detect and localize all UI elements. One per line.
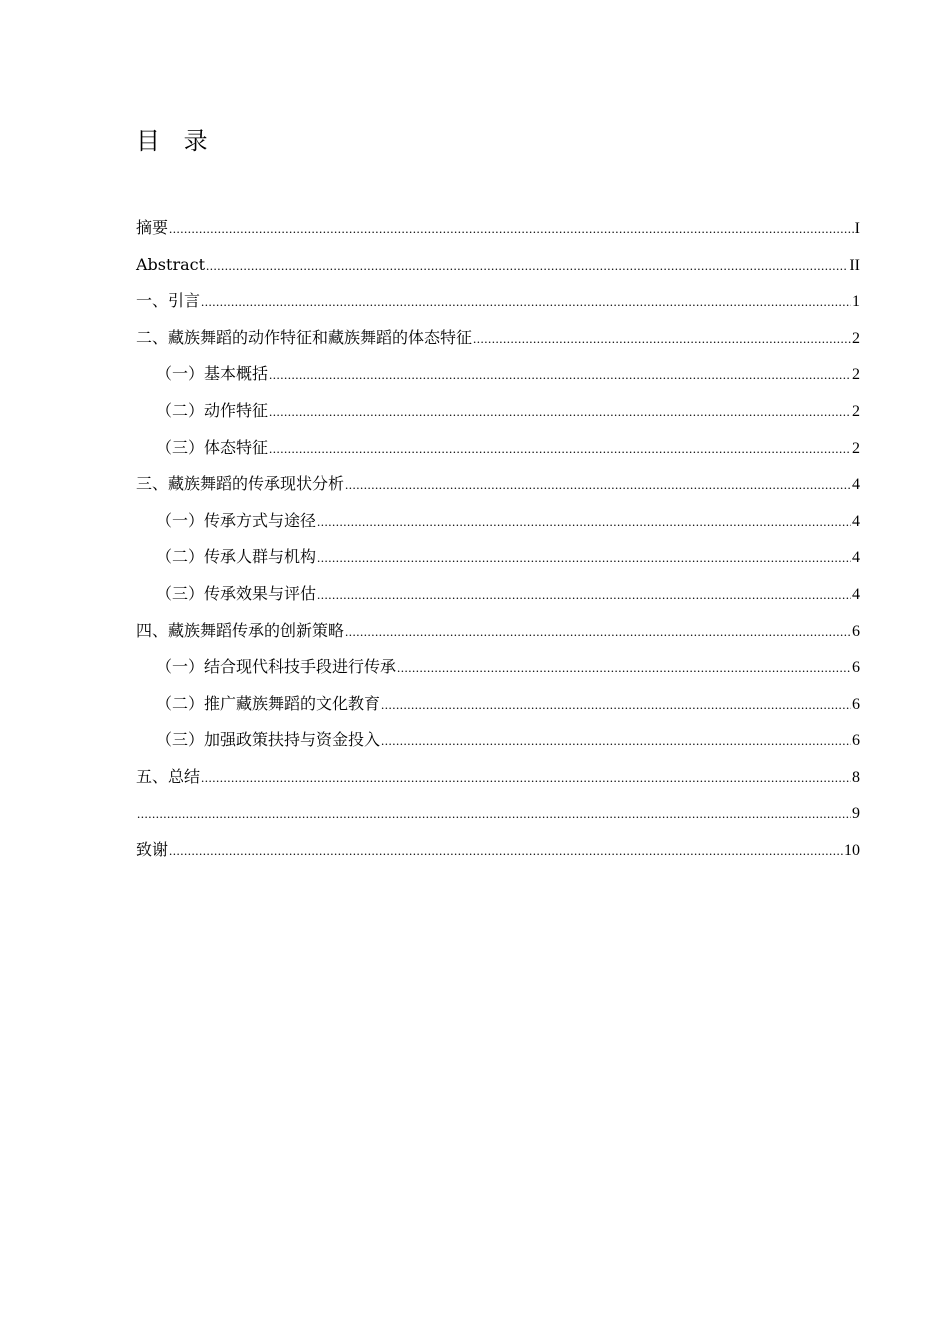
toc-dot-leader: [169, 211, 854, 248]
toc-entry[interactable]: [136, 210, 860, 247]
toc-dot-leader: [269, 357, 851, 394]
toc-entry-label: Abstract: [136, 254, 206, 274]
toc-entry[interactable]: [136, 649, 860, 686]
toc-entry[interactable]: [136, 503, 860, 540]
toc-entry-page: 8: [852, 768, 860, 786]
toc-entry-label: 五、总结: [136, 766, 201, 786]
toc-entry-page: 1: [852, 293, 860, 311]
toc-dot-leader: [381, 723, 851, 760]
toc-entry[interactable]: [136, 686, 860, 723]
toc-entry[interactable]: [136, 759, 860, 796]
toc-list: [136, 210, 860, 869]
toc-entry-page: 2: [852, 402, 860, 420]
toc-entry-label: 一、引言: [136, 291, 201, 311]
toc-dot-leader: [201, 760, 851, 797]
toc-entry-label: （二）动作特征: [156, 400, 269, 420]
toc-entry-page: 4: [852, 549, 860, 567]
toc-entry-label: （三）体态特征: [156, 437, 269, 457]
toc-entry-page: I: [854, 220, 860, 237]
toc-entry-page: 4: [852, 512, 860, 530]
toc-entry-label: （二）推广藏族舞蹈的文化教育: [156, 693, 381, 713]
toc-entry[interactable]: [136, 320, 860, 357]
toc-entry[interactable]: [136, 356, 860, 393]
toc-dot-leader: [317, 577, 851, 614]
toc-dot-leader: [345, 614, 851, 651]
toc-dot-leader: [201, 284, 851, 321]
toc-entry-label: 摘要: [136, 218, 169, 237]
toc-dot-leader: [206, 248, 848, 285]
toc-dot-leader: [317, 504, 851, 541]
toc-title: 目 录: [136, 127, 216, 155]
toc-entry[interactable]: [136, 613, 860, 650]
toc-entry-page: 2: [852, 329, 860, 347]
toc-entry-label: （一）传承方式与途径: [156, 510, 317, 530]
toc-entry[interactable]: [136, 466, 860, 503]
toc-dot-leader: [269, 394, 851, 431]
toc-entry[interactable]: [136, 576, 860, 613]
toc-dot-leader: [317, 540, 851, 577]
toc-entry-label: （三）传承效果与评估: [156, 583, 317, 603]
toc-entry[interactable]: [136, 393, 860, 430]
toc-entry[interactable]: [136, 430, 860, 467]
toc-dot-leader: [345, 467, 851, 504]
toc-entry[interactable]: [136, 247, 860, 284]
toc-dot-leader: [397, 650, 851, 687]
toc-entry-label: （二）传承人群与机构: [156, 547, 317, 567]
toc-entry-label: 四、藏族舞蹈传承的创新策略: [136, 620, 345, 640]
toc-dot-leader: [137, 796, 851, 833]
toc-entry-page: 6: [852, 732, 860, 750]
toc-entry-page: 4: [852, 585, 860, 603]
toc-entry[interactable]: [136, 796, 860, 833]
toc-entry-page: 6: [852, 659, 860, 677]
toc-entry[interactable]: [136, 722, 860, 759]
toc-entry-label: 二、藏族舞蹈的动作特征和藏族舞蹈的体态特征: [136, 327, 473, 347]
toc-dot-leader: [473, 321, 851, 358]
toc-entry[interactable]: [136, 283, 860, 320]
toc-entry-label: 三、藏族舞蹈的传承现状分析: [136, 474, 345, 494]
toc-entry-page: 4: [852, 476, 860, 494]
toc-entry-label: （一）结合现代科技手段进行传承: [156, 657, 397, 677]
toc-entry-page: 9: [852, 804, 860, 822]
toc-entry-page: 2: [852, 366, 860, 384]
toc-entry-page: II: [849, 256, 860, 274]
toc-entry-page: 6: [852, 695, 860, 713]
toc-dot-leader: [269, 431, 851, 468]
toc-entry-page: 6: [852, 622, 860, 640]
toc-entry[interactable]: [136, 832, 860, 869]
toc-entry-label: 致谢: [136, 840, 169, 860]
toc-entry-page: 2: [852, 439, 860, 457]
toc-dot-leader: [381, 687, 851, 724]
toc-entry-label: （三）加强政策扶持与资金投入: [156, 730, 381, 750]
toc-entry-label: （一）基本概括: [156, 364, 269, 384]
toc-entry[interactable]: [136, 539, 860, 576]
toc-entry-page: 10: [844, 842, 860, 860]
toc-dot-leader: [169, 833, 843, 870]
